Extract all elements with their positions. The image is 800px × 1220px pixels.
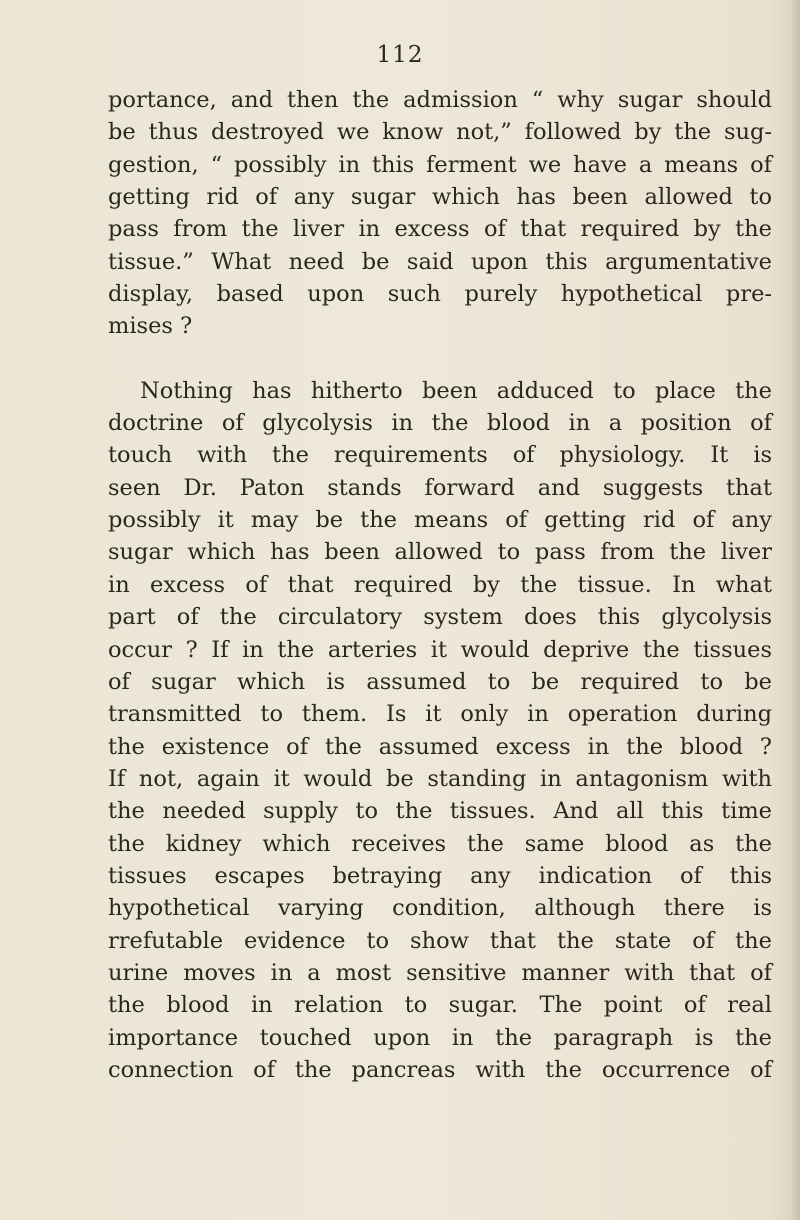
page-edge-shadow <box>790 0 800 1220</box>
text-line: mises ? <box>108 313 193 340</box>
text-line: gestion, “ possibly in this ferment we have a means of <box>108 151 772 178</box>
paragraph-2 <box>108 375 772 1087</box>
text-line: hypothetical varying condition, although there is <box>108 895 772 922</box>
text-line: display, based upon such purely hypothetical pre- <box>108 281 772 308</box>
text-line: tissues escapes betraying any indication of this <box>108 862 772 889</box>
text-line: connection of the pancreas with the occurrence of <box>108 1056 772 1083</box>
text-line: doctrine of glycolysis in the blood in a position of <box>108 410 772 437</box>
page-number: 112 <box>376 42 424 68</box>
body-text <box>108 84 772 1086</box>
text-line: getting rid of any sugar which has been allowed to <box>108 184 772 211</box>
text-line: the kidney which receives the same blood as the <box>108 830 772 857</box>
text-line: possibly it may be the means of getting rid of any <box>108 507 772 534</box>
text-line: in excess of that required by the tissue. In what <box>108 571 772 598</box>
paragraph-spacer <box>108 343 772 375</box>
text-line: urine moves in a most sensitive manner with that of <box>108 959 772 986</box>
text-line: part of the circulatory system does this glycolysis <box>108 604 772 631</box>
text-line: If not, again it would be standing in antagonism with <box>108 765 772 792</box>
text-line: the existence of the assumed excess in the blood ? <box>108 733 772 760</box>
text-line: of sugar which is assumed to be required to be <box>108 668 772 695</box>
text-line: tissue.” What need be said upon this argumentative <box>108 248 772 275</box>
text-line: the blood in relation to sugar. The point of real <box>108 992 772 1019</box>
text-line: portance, and then the admission “ why sugar should <box>108 87 772 113</box>
text-line: sugar which has been allowed to pass from the liver <box>108 539 772 566</box>
text-line: touch with the requirements of physiology. It is <box>108 442 772 469</box>
text-line: be thus destroyed we know not,” followed by the sug- <box>108 119 772 146</box>
text-line: seen Dr. Paton stands forward and suggests that <box>108 474 772 501</box>
paragraph-1 <box>108 84 772 343</box>
text-line: Nothing has hitherto been adduced to place the <box>140 377 772 404</box>
text-line: pass from the liver in excess of that required by the <box>108 216 772 243</box>
text-line: importance touched upon in the paragraph is the <box>108 1024 772 1051</box>
text-line: transmitted to them. Is it only in operation during <box>108 701 772 728</box>
text-line: rrefutable evidence to show that the state of the <box>108 927 772 954</box>
text-line: occur ? If in the arteries it would deprive the tissues <box>108 636 772 663</box>
text-line: the needed supply to the tissues. And all this time <box>108 798 772 825</box>
